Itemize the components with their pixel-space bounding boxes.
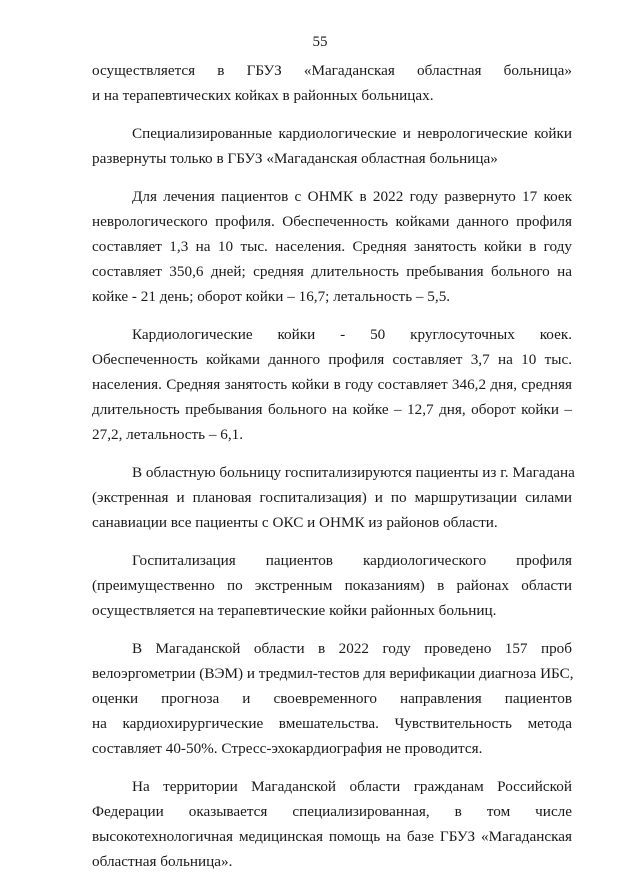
paragraph: [92, 548, 572, 623]
text-line: оценки прогноза и своевременного направления пациентов: [92, 690, 572, 707]
text-line: составляет 40-50%. Стресс-эхокардиография не проводится.: [92, 740, 483, 757]
paragraph: [92, 636, 572, 761]
text-line: Специализированные кардиологические и неврологические койки: [132, 125, 572, 142]
text-line: составляет 1,3 на 10 тыс. населения. Средняя занятость койки в году: [92, 238, 572, 255]
text-line: койке - 21 день; оборот койки – 16,7; летальность – 5,5.: [92, 288, 451, 305]
text-line: Кардиологические койки - 50 круглосуточных коек.: [132, 326, 572, 343]
text-line: (экстренная и плановая госпитализация) и по маршрутизации силами: [92, 489, 572, 506]
text-line: составляет 350,6 дней; средняя длительность пребывания больного на: [92, 263, 572, 280]
paragraph: [92, 184, 572, 309]
text-line: Госпитализация пациентов кардиологического профиля: [132, 552, 572, 569]
paragraph: [92, 121, 572, 171]
document-body: [92, 58, 575, 874]
text-line: развернуты только в ГБУЗ «Магаданская областная больница»: [92, 150, 498, 167]
text-line: санавиации все пациенты с ОКС и ОНМК из районов области.: [92, 514, 498, 531]
text-line: Для лечения пациентов с ОНМК в 2022 году развернуто 17 коек: [132, 188, 572, 205]
paragraph: [92, 460, 575, 535]
text-line: населения. Средняя занятость койки в году составляет 346,2 дня, средняя: [92, 376, 572, 393]
text-line: неврологического профиля. Обеспеченность койками данного профиля: [92, 213, 572, 230]
text-line: и на терапевтических койках в районных больницах.: [92, 87, 434, 104]
text-line: Федерации оказывается специализированная, в том числе: [92, 803, 572, 820]
paragraph: [92, 322, 572, 447]
text-line: 27,2, летальность – 6,1.: [92, 426, 244, 443]
text-line: областная больница».: [92, 853, 233, 870]
text-line: велоэргометрии (ВЭМ) и тредмил-тестов для верификации диагноза ИБС,: [92, 665, 574, 682]
text-line: осуществляется на терапевтические койки районных больниц.: [92, 602, 497, 619]
text-line: длительность пребывания больного на койке – 12,7 дня, оборот койки –: [92, 401, 572, 418]
text-line: В областную больницу госпитализируются пациенты из г. Магадана: [132, 464, 575, 481]
text-line: В Магаданской области в 2022 году проведено 157 проб: [132, 640, 572, 657]
text-line: (преимущественно по экстренным показаниям) в районах области: [92, 577, 572, 594]
paragraph: [92, 58, 572, 108]
text-line: На территории Магаданской области гражданам Российской: [132, 778, 572, 795]
text-line: осуществляется в ГБУЗ «Магаданская областная больница»: [92, 62, 572, 79]
text-line: высокотехнологичная медицинская помощь на базе ГБУЗ «Магаданская: [92, 828, 572, 845]
paragraph: [92, 774, 572, 874]
text-line: на кардиохирургические вмешательства. Чувствительность метода: [92, 715, 572, 732]
page-number: 55: [312, 34, 328, 50]
text-line: Обеспеченность койками данного профиля составляет 3,7 на 10 тыс.: [92, 351, 572, 368]
